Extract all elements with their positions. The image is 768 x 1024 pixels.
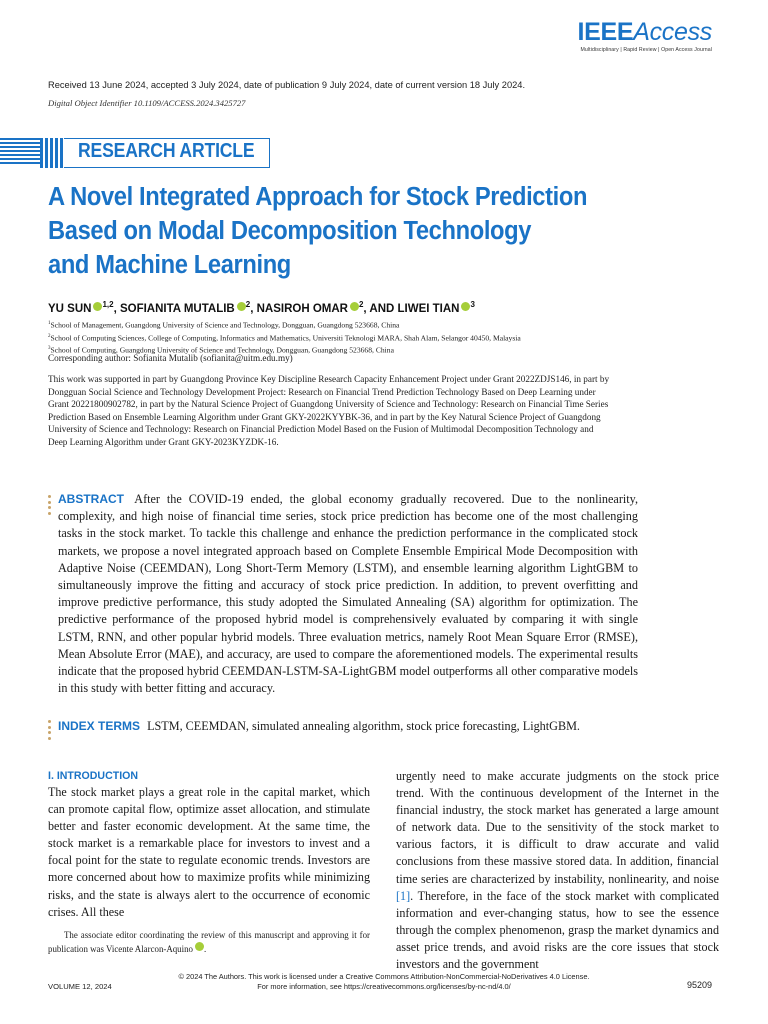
orcid-icon[interactable] [350,302,359,311]
volume-info: VOLUME 12, 2024 [48,982,112,991]
abstract [48,491,638,697]
affiliation [48,331,521,344]
affiliation-number: 2 [48,333,51,339]
banner-bars-decoration [40,138,63,168]
editor-footnote: The associate editor coordinating the review of this manuscript and approving it for publication was Vicente Alarcon-Aquino . [48,930,370,954]
index-terms [48,718,638,735]
license-notice [0,972,768,992]
banner-lines-decoration [0,138,40,168]
author-affil: 1,2 [102,300,114,309]
author-separator: , AND [363,302,398,315]
author-name: NASIROH OMAR [256,302,348,315]
affiliation-text: School of Management, Guangdong University of Science and Technology, Dongguan, Guangdong 523668, China [50,320,400,330]
logo-access: Access [633,18,712,46]
intro-paragraph-left: The stock market plays a great role in the capital market, which can promote capital flow, optimize asset allocation, and stimulate better and faster economic development. At the same time, the stock market is a remarkable place for investors to invest and a focal point for the state to regulate economic trends. Investors are more concerned about how to maximize profits while minimizing risks, and the state is always alert to the occurrence of economic crises. All these [48,785,370,919]
author-name: SOFIANITA MUTALIB [119,302,235,315]
affiliation-number: 3 [48,346,51,352]
page-number: 95209 [686,980,712,990]
title-line: and Machine Learning [48,251,291,279]
abstract-text: After the COVID-19 ended, the global economy gradually recovered. Due to the nonlinearity, complexity, and high noise of financial time series, stock price prediction has become one of the most challenging tasks in the stock market. To tackle this challenge and enhance the prediction performance in the complicated stock markets, we propose a novel integrated approach based on Complete Ensemble Empirical Mode Decomposition with Adaptive Noise (CEEMDAN), Long Short-Term Memory (LSTM), and ensemble learning algorithm LightGBM to simultaneously improve the fitting and accuracy of stock price prediction. In addition, to prevent overfitting and improve predictive performance, this study adopted the Simulated Annealing (SA) algorithm for optimization. The predictive performance of the proposed hybrid model is comprehensively evaluated by comparing it with single LSTM, RNN, and other popular hybrid models. Three evaluation metrics, namely Root Mean Square Error (RMSE), Mean Absolute Error (MAE), and accuracy, are used to compare the aforementioned models. The experimental results indicate that the proposed hybrid CEEMDAN-LSTM-SA-LightGBM model outperforms all other comparative models in this study with better fitting and accuracy. [58,492,638,696]
paper-title [48,180,708,282]
author-affil: 2 [358,300,364,309]
affiliation-number: 1 [48,321,51,326]
author-name: YU SUN [48,302,92,315]
affiliations [48,318,521,356]
article-type-banner [0,136,280,170]
funding-statement: This work was supported in part by Guangdong Province Key Discipline Research Capacity Enhancement Project under Grant 2022ZDJS146, in part by Dongguan Social Science and Technology Development Project: Research on Financial Trend Prediction Technology Based on Deep Learning under Grant 20221800902782, in part by the Natural Science Project of Guangdong University of Science and Technology: Research on Financial Time Series Prediction Based on Ensemble Learning Algorithm under Grant GKY-2022KYYBK-36, and in part by the Key Natural Science Project of Guangdong University of Science and Technology: Research on Financial Prediction Model Based on the Fusion of Multimodal Decomposition Technology and Deep Learning Algorithm under Grant GKY-2023KYZDK-16. [48,374,610,447]
logo-ieee: IEEE [577,18,634,46]
corresponding-author: Corresponding author: Sofianita Mutalib (sofianita@uitm.edu.my) [48,353,293,363]
article-type: RESEARCH ARTICLE [78,140,255,162]
index-terms-text: LSTM, CEEMDAN, simulated annealing algorithm, stock price forecasting, LightGBM. [147,719,580,733]
received-dates: Received 13 June 2024, accepted 3 July 2024, date of publication 9 July 2024, date of current version 18 July 2024. [48,80,526,90]
title-line: Based on Modal Decomposition Technology [48,217,532,245]
orcid-icon[interactable] [195,942,204,951]
affiliation-text: School of Computing, Guangdong University of Science and Technology, Dongguan, Guangdong 523668, China [50,345,394,355]
orcid-icon[interactable] [237,302,246,311]
logo-tagline: Multidisciplinary | Rapid Review | Open Access Journal [580,47,712,53]
author-list [48,300,475,315]
left-column [48,768,370,921]
abstract-label: ABSTRACT [58,492,124,506]
doi[interactable]: Digital Object Identifier 10.1109/ACCESS.2024.3425727 [48,98,246,108]
journal-logo [577,20,712,53]
intro-paragraph-right-cont: . Therefore, in the face of the stock market with complicated information and ever-changing status, how to see the essence through the complex phenomenon, grasp the market dynamics and asset price trends, and avoid risks are the core issues that stock investors and the government [396,888,719,972]
license-line: © 2024 The Authors. This work is licensed under a Creative Commons Attribution-NonCommercial-NoDerivatives 4.0 License. [178,972,590,981]
citation-link[interactable]: [1] [396,888,411,903]
section-heading: I. INTRODUCTION [48,770,139,782]
author-separator: , [250,302,257,315]
author-name: LIWEI TIAN [397,302,460,315]
license-link[interactable]: For more information, see https://creativecommons.org/licenses/by-nc-nd/4.0/ [257,982,511,991]
index-terms-label: INDEX TERMS [58,719,141,733]
author-affil: 3 [470,300,475,309]
intro-paragraph-right: urgently need to make accurate judgments on the stock price trend. With the continuous development of the Internet in the financial industry, the stock market has generated a large amount of network data. Due to the sensitivity of the stock market to various factors, it is difficult to draw accurate and valid conclusions from these massive stored data. In addition, financial time series are characterized by instability, nonlinearity, and noise [396,769,719,886]
right-column [396,768,719,973]
title-line: A Novel Integrated Approach for Stock Prediction [48,183,588,211]
footnote-text: The associate editor coordinating the review of this manuscript and approving it for publication was Vicente Alarcon-Aquino [48,930,370,954]
author-affil: 2 [245,300,251,309]
affiliation-text: School of Computing Sciences, College of Computing, Informatics and Mathematics, Universiti Teknologi MARA, Shah Alam, Selangor 40450, Malaysia [50,333,521,343]
affiliation [48,318,521,331]
author-separator: , [113,302,120,315]
